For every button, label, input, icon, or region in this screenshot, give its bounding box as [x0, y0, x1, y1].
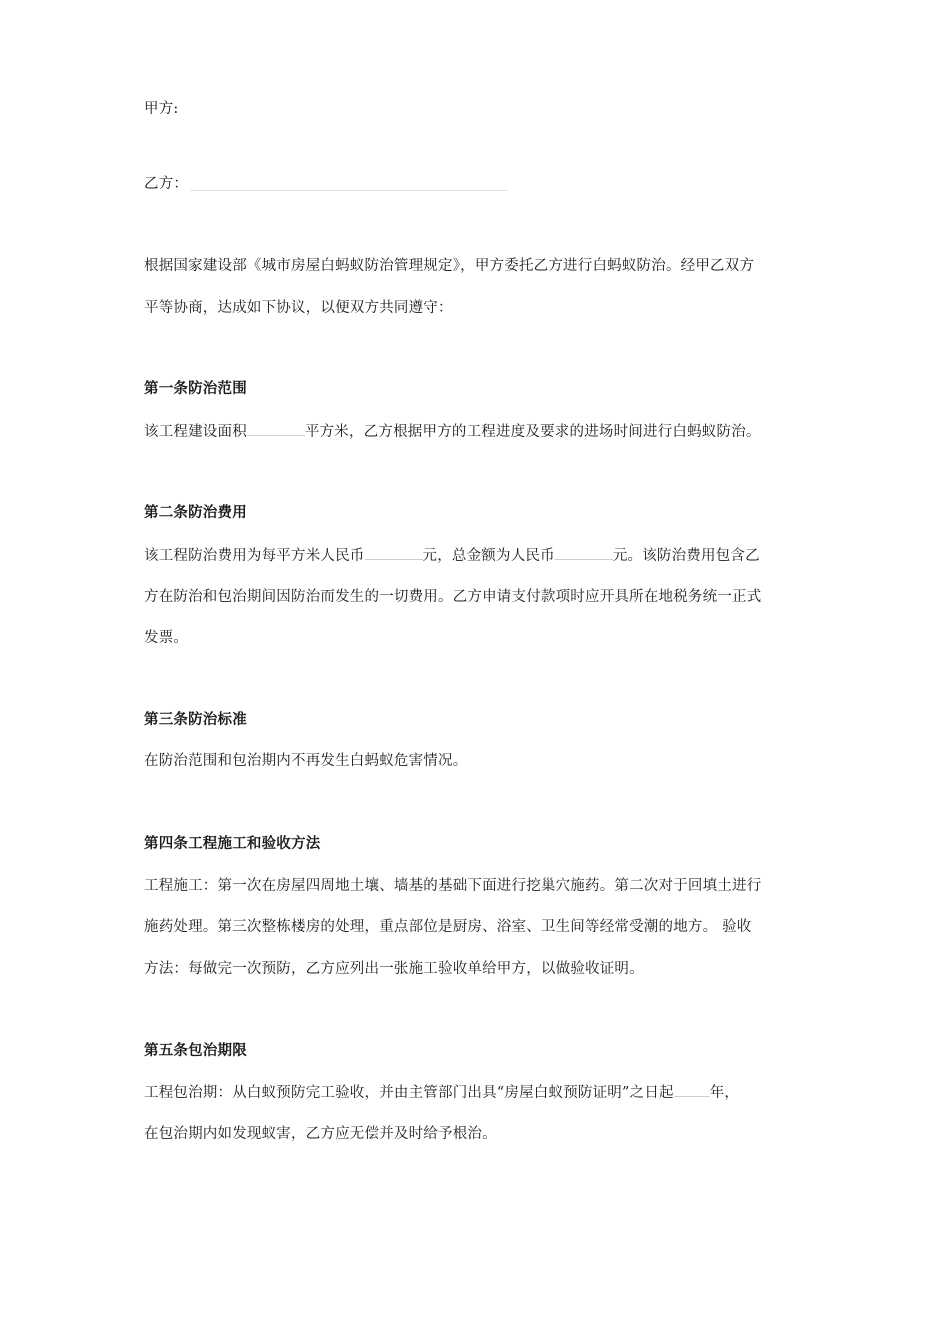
- article-5-line-2: 在包治期内如发现蚁害，乙方应无偿并及时给予根治。: [144, 1126, 497, 1142]
- article-1-title: 第一条防治范围: [144, 381, 247, 397]
- article-2-text-c: 元。该防治费用包含乙: [612, 548, 760, 564]
- article-4-line-2: 施药处理。第三次整栋楼房的处理，重点部位是厨房、浴室、卫生间等经常受潮的地方。 验收: [144, 919, 752, 935]
- article-5-line-1: [144, 1082, 739, 1103]
- article-2-line-1: [144, 545, 760, 566]
- article-1-line-1: [144, 421, 761, 442]
- party-b-label: 乙方：: [144, 176, 189, 192]
- article-2-text-a: 该工程防治费用为每平方米人民币: [144, 548, 365, 564]
- area-blank: [247, 421, 305, 436]
- article-5-text-post: 年，: [709, 1085, 740, 1101]
- article-4-line-1: 工程施工：第一次在房屋四周地土壤、墙基的基础下面进行挖巢穴施药。第二次对于回填土进行: [144, 878, 762, 894]
- article-4-title: 第四条工程施工和验收方法: [144, 836, 321, 852]
- total-amount-blank: [555, 545, 613, 560]
- party-b-blank-line: [190, 190, 508, 191]
- article-2-text-b: 元，总金额为人民币: [422, 548, 555, 564]
- article-2-line-2: 方在防治和包治期间因防治而发生的一切费用。乙方申请支付款项时应开具所在地税务统一正式: [144, 589, 762, 605]
- article-1-text-pre: 该工程建设面积: [144, 424, 247, 440]
- article-2-title: 第二条防治费用: [144, 505, 247, 521]
- article-2-line-3: 发票。: [144, 630, 189, 646]
- article-4-line-3: 方法：每做完一次预防，乙方应列出一张施工验收单给甲方，以做验收证明。: [144, 961, 644, 977]
- intro-line-2: 平等协商，达成如下协议，以便双方共同遵守：: [144, 300, 453, 316]
- article-3-line-1: 在防治范围和包治期内不再发生白蚂蚁危害情况。: [144, 753, 468, 769]
- warranty-years-blank: [674, 1082, 710, 1097]
- article-3-title: 第三条防治标准: [144, 712, 247, 728]
- article-5-text-pre: 工程包治期：从白蚁预防完工验收，并由主管部门出具“房屋白蚁预防证明”之日起: [144, 1085, 674, 1101]
- article-1-text-post: 平方米，乙方根据甲方的工程进度及要求的进场时间进行白蚂蚁防治。: [304, 424, 761, 440]
- party-a-label: 甲方:: [144, 101, 179, 117]
- unit-price-blank: [365, 545, 423, 560]
- article-5-title: 第五条包治期限: [144, 1043, 247, 1059]
- intro-line-1: 根据国家建设部《城市房屋白蚂蚁防治管理规定》，甲方委托乙方进行白蚂蚁防治。经甲乙双方: [144, 258, 755, 274]
